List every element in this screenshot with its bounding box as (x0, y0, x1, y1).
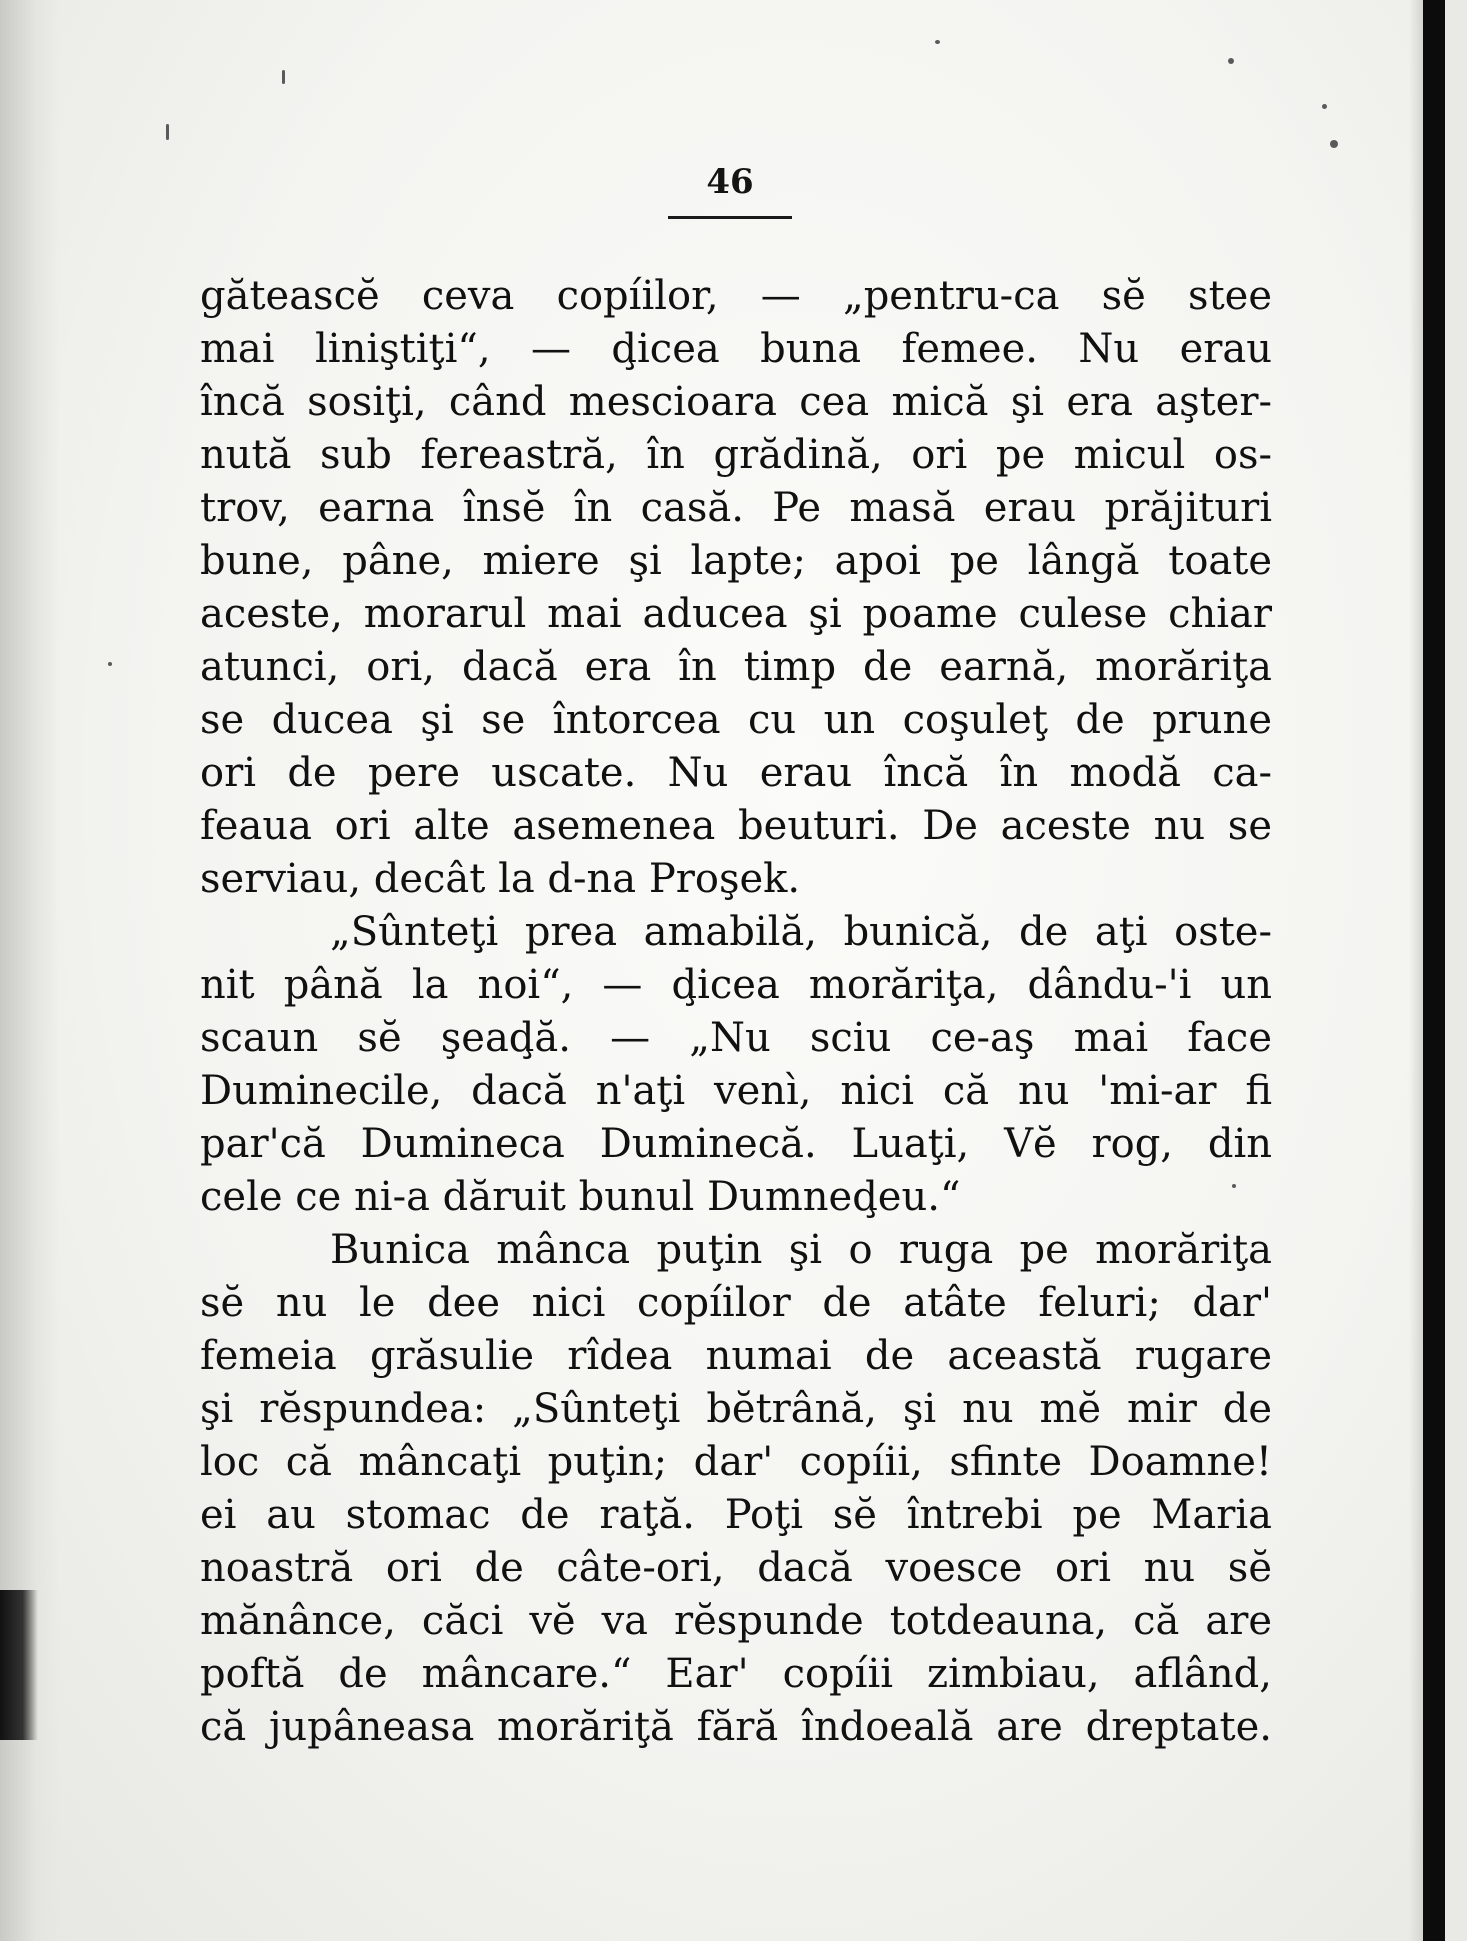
page-edge-shade (1409, 0, 1423, 1941)
text-line: „Sûnteţi prea amabilă, bunică, de aţi oste- (330, 909, 1272, 955)
text-line: scaun sĕ şeaḑă. — „Nu sciu ce-aş mai face (200, 1015, 1272, 1061)
text-line: aceste, morarul mai aducea şi poame culese chiar (200, 591, 1272, 637)
dust-speck (282, 70, 285, 84)
page-number: 46 (706, 162, 754, 202)
text-line: femeia grăsulie rîdea numai de această rugare (200, 1333, 1272, 1379)
text-line: mănânce, căci vĕ va rĕspunde totdeauna, că are (200, 1598, 1272, 1644)
text-line: atunci, ori, dacă era în timp de earnă, morăriţa (200, 644, 1272, 690)
text-line: par'că Dumineca Duminecă. Luaţi, Vĕ rog, din (200, 1121, 1272, 1167)
text-line: că jupâneasa morăriţă fără îndoeală are dreptate. (200, 1704, 1272, 1750)
text-line: serviau, decât la d-na Proşek. (200, 856, 801, 902)
page-number-rule (668, 216, 792, 219)
text-line: găteascĕ ceva copíilor, — „pentru-ca sĕ stee (200, 273, 1272, 319)
text-line: Duminecile, dacă n'aţi venì, nici că nu 'mi-ar fi (200, 1068, 1272, 1114)
text-line: sĕ nu le dee nici copíilor de atâte feluri; dar' (200, 1280, 1272, 1326)
text-line: loc că mâncaţi puţin; dar' copíii, sfinte Doamne! (200, 1439, 1272, 1485)
dust-speck (108, 662, 112, 666)
text-line: feaua ori alte asemenea beuturi. De aceste nu se (200, 803, 1272, 849)
dust-speck (1322, 104, 1327, 109)
text-line: cele ce ni-a dăruit bunul Dumneḑeu.“ (200, 1174, 961, 1220)
text-line: mai liniştiţi“, — ḑicea buna femee. Nu erau (200, 326, 1272, 372)
text-line: nit până la noi“, — ḑicea morăriţa, dându-'i un (200, 962, 1272, 1008)
body-text (200, 270, 1272, 1754)
dust-speck (1228, 58, 1234, 64)
text-line: trov, earna însĕ în casă. Pe masă erau prăjituri (200, 485, 1272, 531)
text-line: Bunica mânca puţin şi o ruga pe morăriţa (330, 1227, 1272, 1273)
text-line: se ducea şi se întorcea cu un coşuleţ de prune (200, 697, 1272, 743)
dust-speck (1330, 140, 1338, 148)
spine-edge-mark (0, 1590, 38, 1740)
text-line: şi rĕspundea: „Sûnteţi bĕtrână, şi nu mĕ mir de (200, 1386, 1272, 1432)
dust-speck (166, 124, 169, 140)
text-line: noastră ori de câte-ori, dacă voesce ori nu sĕ (200, 1545, 1272, 1591)
text-line: încă sosiţi, când mescioara cea mică şi era aşter- (200, 379, 1272, 425)
text-line: ei au stomac de raţă. Poţi sĕ întrebi pe Maria (200, 1492, 1272, 1538)
text-line: ori de pere uscate. Nu erau încă în modă ca- (200, 750, 1272, 796)
scan-border (1423, 0, 1445, 1941)
text-line: bune, pâne, miere şi lapte; apoi pe lângă toate (200, 538, 1272, 584)
text-line: poftă de mâncare.“ Ear' copíii zimbiau, aflând, (200, 1651, 1272, 1697)
text-line: nută sub fereastră, în grădină, ori pe micul os- (200, 432, 1272, 478)
dust-speck (935, 40, 940, 44)
